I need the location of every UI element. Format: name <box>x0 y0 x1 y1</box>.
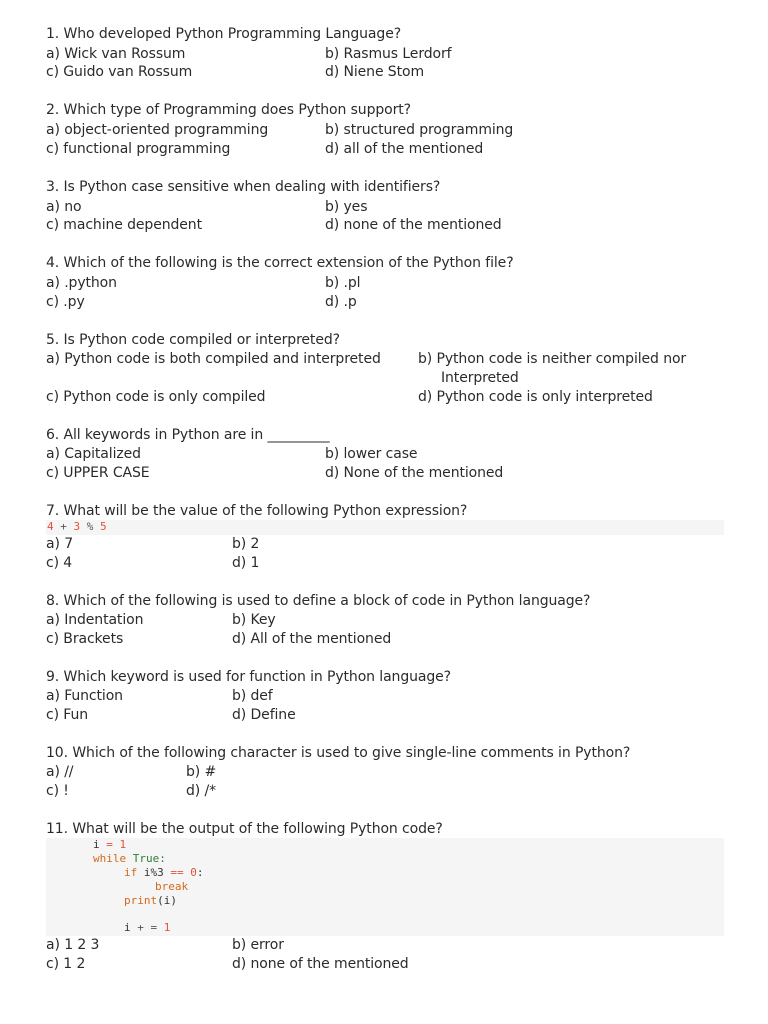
code-token: 1 <box>119 838 127 851</box>
option-c: c) Fun <box>46 707 89 723</box>
question-text: 2. Which type of Programming does Python support? <box>46 102 411 118</box>
code-line-1 <box>93 838 126 852</box>
option-d: d) Python code is only interpreted <box>418 389 653 405</box>
code-line-2 <box>93 852 166 866</box>
code-token: 0 <box>190 866 197 879</box>
code-token: 5 <box>100 520 107 533</box>
option-d: d) .p <box>325 294 357 310</box>
code-token: (i) <box>157 894 177 907</box>
option-b: b) Rasmus Lerdorf <box>325 46 452 62</box>
option-d: d) Niene Stom <box>325 64 424 80</box>
option-c: c) ! <box>46 783 69 799</box>
option-c: c) Python code is only compiled <box>46 389 266 405</box>
question-text: 4. Which of the following is the correct extension of the Python file? <box>46 255 514 271</box>
question-text: 11. What will be the output of the following Python code? <box>46 821 443 837</box>
option-c: c) machine dependent <box>46 217 202 233</box>
code-token: i%3 <box>143 866 164 879</box>
code-token: if <box>124 866 138 879</box>
option-d: d) none of the mentioned <box>232 956 409 972</box>
option-a: a) Python code is both compiled and interpreted <box>46 351 381 367</box>
option-b: b) error <box>232 937 284 953</box>
code-block <box>46 520 724 535</box>
question-text: 5. Is Python code compiled or interpreted? <box>46 332 340 348</box>
code-line-5 <box>124 894 177 908</box>
option-b: b) # <box>186 764 217 780</box>
option-c: c) Brackets <box>46 631 124 647</box>
code-token: while <box>93 852 127 865</box>
code-token: break <box>155 880 189 893</box>
option-d: d) Define <box>232 707 296 723</box>
code-line-3 <box>124 866 204 880</box>
option-a: a) Function <box>46 688 123 704</box>
option-d: d) All of the mentioned <box>232 631 392 647</box>
code-line-6 <box>124 921 170 935</box>
option-c: c) UPPER CASE <box>46 465 150 481</box>
option-c: c) 1 2 <box>46 956 86 972</box>
option-c: c) Guido van Rossum <box>46 64 193 80</box>
code-token: True: <box>132 852 166 865</box>
option-b: b) Key <box>232 612 276 628</box>
question-text: 10. Which of the following character is used to give single-line comments in Python? <box>46 745 631 761</box>
option-a: a) .python <box>46 275 117 291</box>
option-a: a) Wick van Rossum <box>46 46 186 62</box>
option-a: a) 1 2 3 <box>46 937 100 953</box>
question-text: 8. Which of the following is used to define a block of code in Python language? <box>46 593 591 609</box>
option-d: d) none of the mentioned <box>325 217 502 233</box>
code-token: + <box>60 520 67 533</box>
code-token: i <box>93 838 100 851</box>
code-token: i <box>124 921 131 934</box>
question-text: 7. What will be the value of the following Python expression? <box>46 503 468 519</box>
option-b: b) lower case <box>325 446 418 462</box>
option-b: b) .pl <box>325 275 361 291</box>
code-token: 1 <box>163 921 171 934</box>
option-b: b) yes <box>325 199 368 215</box>
option-b-continued: Interpreted <box>441 370 519 386</box>
option-a: a) no <box>46 199 82 215</box>
code-line-4 <box>155 880 188 894</box>
code-token: == <box>170 866 184 879</box>
option-a: a) // <box>46 764 74 780</box>
code-expression <box>47 520 107 534</box>
option-d: d) 1 <box>232 555 260 571</box>
option-a: a) Indentation <box>46 612 144 628</box>
option-b: b) def <box>232 688 273 704</box>
code-token: + = <box>137 921 158 934</box>
option-a: a) 7 <box>46 536 73 552</box>
option-d: d) all of the mentioned <box>325 141 484 157</box>
option-c: c) 4 <box>46 555 73 571</box>
code-token: 4 <box>47 520 54 533</box>
code-token: = <box>106 838 113 851</box>
question-text: 3. Is Python case sensitive when dealing with identifiers? <box>46 179 441 195</box>
option-d: d) None of the mentioned <box>325 465 504 481</box>
option-b: b) structured programming <box>325 122 514 138</box>
code-token: % <box>86 520 94 533</box>
option-a: a) object-oriented programming <box>46 122 269 138</box>
question-text: 1. Who developed Python Programming Language? <box>46 26 402 42</box>
option-c: c) .py <box>46 294 85 310</box>
option-b: b) 2 <box>232 536 260 552</box>
option-d: d) /* <box>186 783 217 799</box>
code-token: 3 <box>73 520 81 533</box>
code-token: print <box>124 894 158 907</box>
option-c: c) functional programming <box>46 141 231 157</box>
question-text: 9. Which keyword is used for function in Python language? <box>46 669 451 685</box>
option-a: a) Capitalized <box>46 446 141 462</box>
option-b: b) Python code is neither compiled nor <box>418 351 687 367</box>
code-token: : <box>196 866 204 879</box>
question-text: 6. All keywords in Python are in _________ <box>46 427 330 443</box>
